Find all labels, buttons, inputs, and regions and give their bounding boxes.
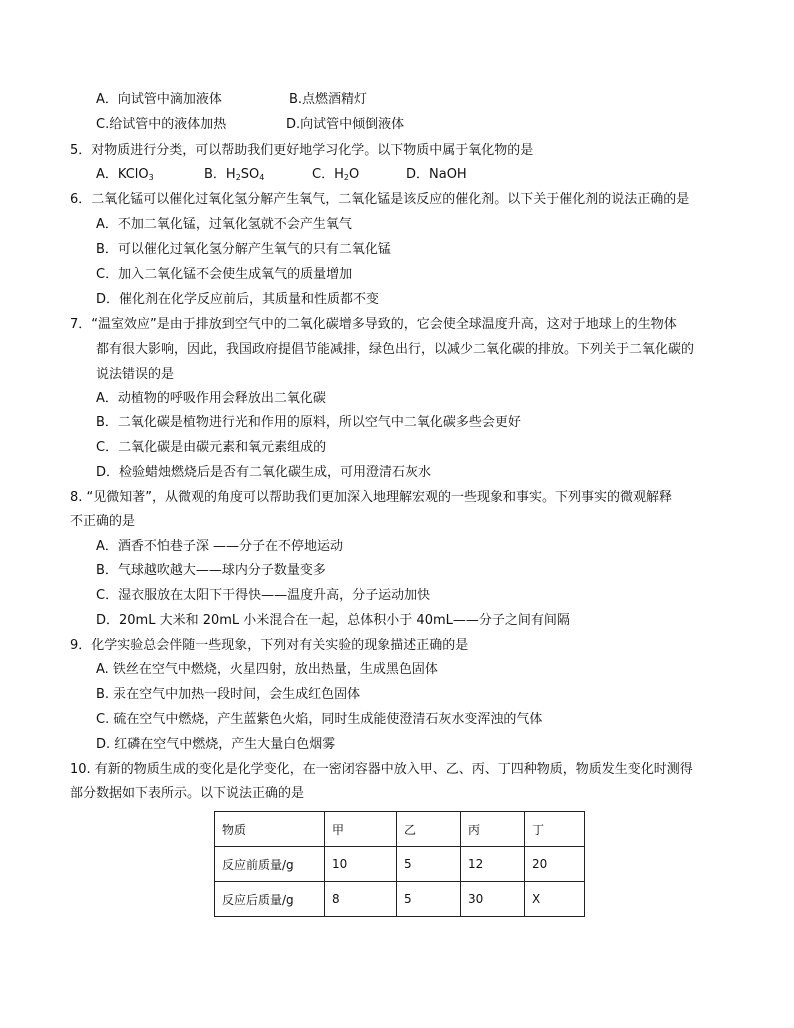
- table-header-cell: 丙: [461, 812, 525, 847]
- q8-option-c: C．湿衣服放在太阳下干得快——温度升高，分子运动加快: [96, 588, 431, 603]
- q7-option-b: B．二氧化碳是植物进行光和作用的原料，所以空气中二氧化碳多些会更好: [96, 415, 521, 430]
- q8-option-d: D．20mL 大米和 20mL 小米混合在一起，总体积小于 40mL——分子之间有间隔: [96, 613, 570, 628]
- q7-option-a: A．动植物的呼吸作用会释放出二氧化碳: [96, 391, 326, 406]
- q6-option-d: D．催化剂在化学反应前后，其质量和性质都不变: [96, 292, 380, 307]
- q10-stem-line-2: 部分数据如下表所示。以下说法正确的是: [70, 786, 305, 801]
- q6-option-b: B．可以催化过氧化氢分解产生氧气的只有二氧化锰: [96, 242, 391, 257]
- q4-option-b: B.点燃酒精灯: [289, 92, 368, 107]
- table-header-cell: 物质: [215, 812, 325, 847]
- table-cell: 8: [325, 882, 397, 917]
- q6-option-a: A．不加二氧化锰，过氧化氢就不会产生氧气: [96, 217, 352, 232]
- table-cell: 5: [397, 847, 461, 882]
- q7-stem-line-2: 都有很大影响，因此，我国政府提倡节能减排，绿色出行，以减少二氧化碳的排放。下列关于二氧化碳的: [96, 342, 695, 357]
- q9-stem: 9．化学实验总会伴随一些现象，下列对有关实验的现象描述正确的是: [70, 638, 469, 653]
- q4-option-a: A．向试管中滴加液体: [96, 92, 222, 107]
- q7-option-c: C．二氧化碳是由碳元素和氧元素组成的: [96, 440, 327, 455]
- table-cell: 20: [525, 847, 585, 882]
- table-cell: 30: [461, 882, 525, 917]
- table-cell: 10: [325, 847, 397, 882]
- q5-option-d: D．NaOH: [406, 167, 467, 182]
- q5-option-a: A．KClO$_3$: [96, 167, 154, 182]
- q4-option-c: C.给试管中的液体加热: [96, 117, 227, 132]
- table-cell: 5: [397, 882, 461, 917]
- q9-option-c: C. 硫在空气中燃烧，产生蓝紫色火焰，同时生成能使澄清石灰水变浑浊的气体: [96, 712, 543, 727]
- table-header-cell: 丁: [525, 812, 585, 847]
- q7-stem-line-3: 说法错误的是: [96, 367, 175, 382]
- q8-stem-line-1: 8. “见微知著”，从微观的角度可以帮助我们更加深入地理解宏观的一些现象和事实。下列事实的微观解释: [70, 490, 673, 505]
- q9-option-b: B. 汞在空气中加热一段时间，会生成红色固体: [96, 687, 361, 702]
- table-cell: 12: [461, 847, 525, 882]
- q6-option-c: C．加入二氧化锰不会使生成氧气的质量增加: [96, 267, 353, 282]
- q8-option-a: A．酒香不怕巷子深 ——分子在不停地运动: [96, 539, 344, 554]
- q5-option-b: B．$H_2SO_4$: [204, 167, 265, 182]
- table-cell: X: [525, 882, 585, 917]
- table-header-row: [215, 812, 585, 847]
- q7-option-d: D．检验蜡烛燃烧后是否有二氧化碳生成，可用澄清石灰水: [96, 465, 432, 480]
- q9-option-d: D. 红磷在空气中燃烧，产生大量白色烟雾: [96, 737, 336, 752]
- q5-option-c: C．$H_2O$: [312, 167, 360, 182]
- q10-stem-line-1: 10. 有新的物质生成的变化是化学变化，在一密闭容器中放入甲、乙、丙、丁四种物质，物质发生变化时测得: [70, 762, 693, 777]
- q9-option-a: A. 铁丝在空气中燃烧，火星四射，放出热量，生成黑色固体: [96, 662, 438, 677]
- q6-stem: 6．二氧化锰可以催化过氧化氢分解产生氧气，二氧化锰是该反应的催化剂。以下关于催化剂的说法正确的是: [70, 192, 690, 207]
- table-header-cell: 乙: [397, 812, 461, 847]
- table-header-cell: 甲: [325, 812, 397, 847]
- table-cell: 反应前质量/g: [215, 847, 325, 882]
- q7-stem-line-1: 7．“温室效应”是由于排放到空气中的二氧化碳增多导致的，它会使全球温度升高，这对于地球上的生物体: [70, 317, 677, 332]
- table-row: [215, 847, 585, 882]
- table-row: [215, 882, 585, 917]
- q8-stem-line-2: 不正确的是: [70, 514, 136, 529]
- q5-stem: 5．对物质进行分类，可以帮助我们更好地学习化学。以下物质中属于氧化物的是: [70, 143, 534, 158]
- q8-option-b: B．气球越吹越大——球内分子数量变多: [96, 563, 326, 578]
- q4-option-d: D.向试管中倾倒液体: [286, 117, 405, 132]
- table-cell: 反应后质量/g: [215, 882, 325, 917]
- q10-data-table: [214, 811, 585, 917]
